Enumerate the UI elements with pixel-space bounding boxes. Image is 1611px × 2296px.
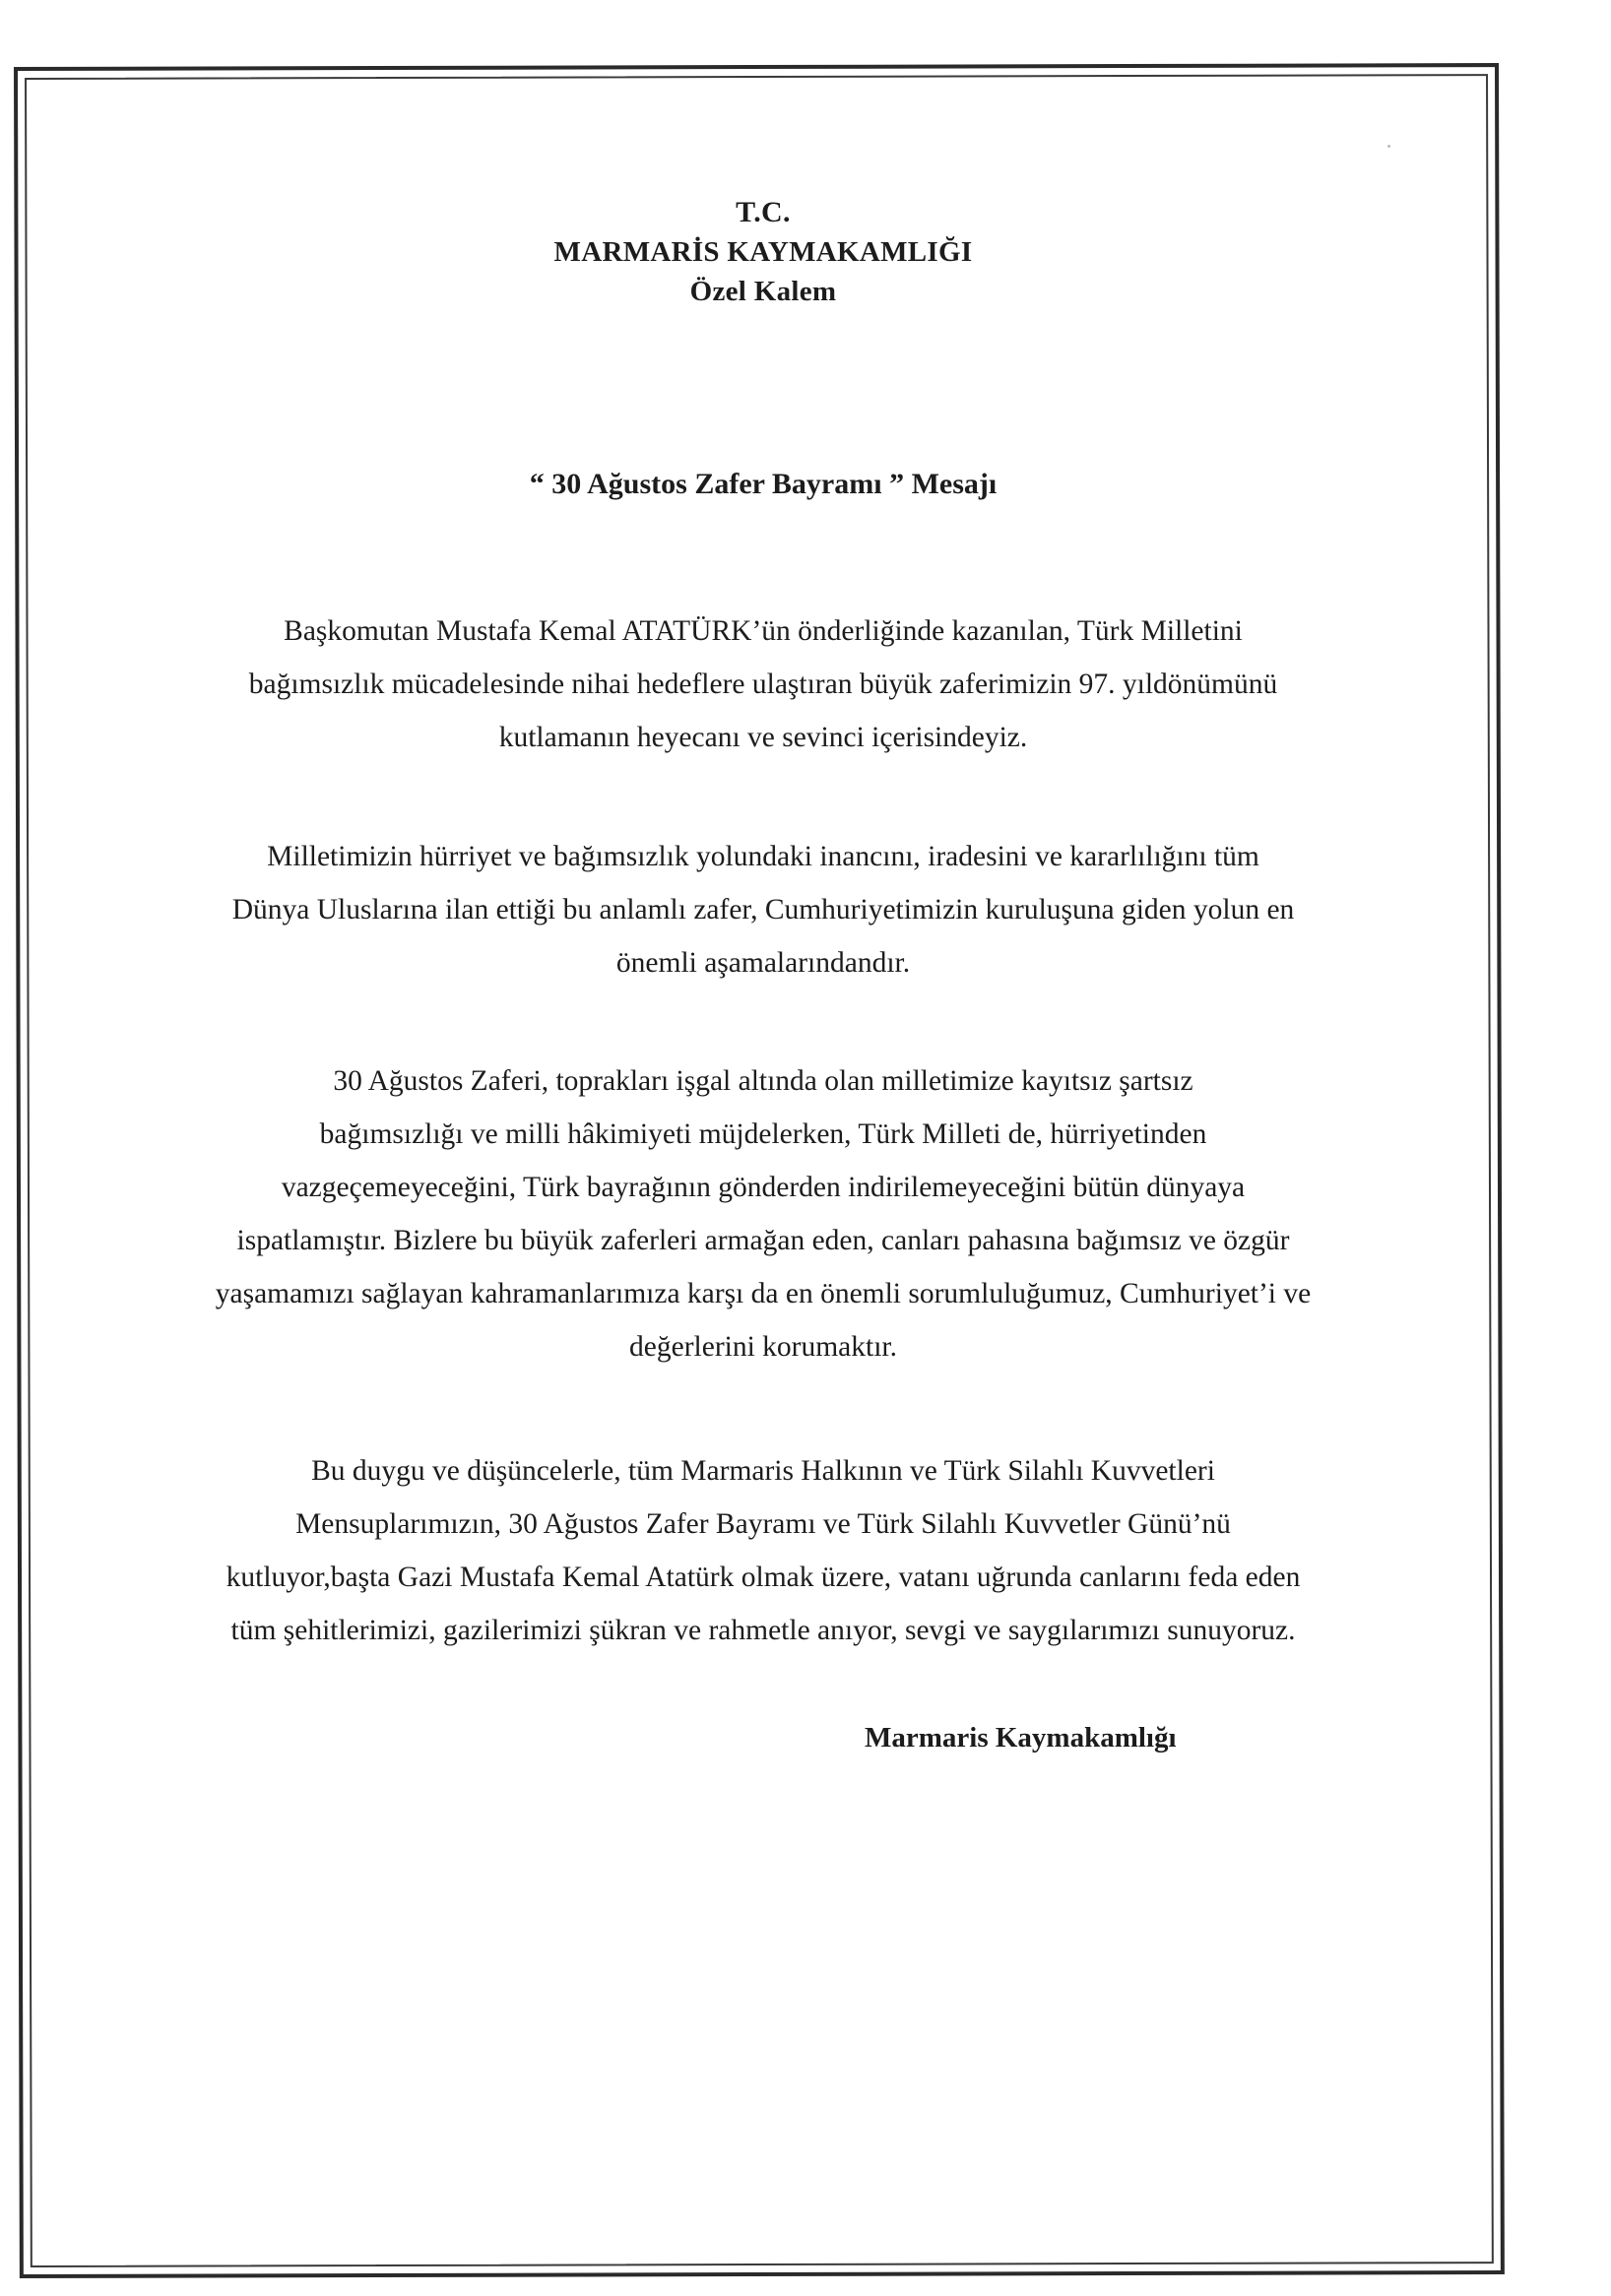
- paragraph-line: Bu duygu ve düşüncelerle, tüm Marmaris Halkının ve Türk Silahlı Kuvvetleri: [311, 1455, 1215, 1487]
- paragraph-line: tüm şehitlerimizi, gazilerimizi şükran ve rahmetle anıyor, sevgi ve saygılarımızı sunuyoruz.: [230, 1615, 1296, 1646]
- paragraph-line: ispatlamıştır. Bizlere bu büyük zaferleri armağan eden, canları pahasına bağımsız ve özgür: [236, 1225, 1290, 1256]
- paragraph-line: kutlamanın heyecanı ve sevinci içerisindeyiz.: [498, 722, 1028, 753]
- scan-speck: [1387, 145, 1390, 148]
- paragraph-4: [148, 1444, 1379, 1657]
- letterhead-department: Özel Kalem: [689, 276, 837, 307]
- paragraph-line: Dünya Uluslarına ilan ettiği bu anlamlı zafer, Cumhuriyetimizin kuruluşuna giden yolun en: [231, 894, 1295, 925]
- signature: Marmaris Kaymakamlığı: [865, 1722, 1177, 1754]
- paragraph-line: değerlerini korumaktır.: [629, 1331, 897, 1363]
- paragraph-line: bağımsızlığı ve milli hâkimiyeti müjdelerken, Türk Milleti de, hürriyetinden: [319, 1118, 1207, 1150]
- paragraph-line: Başkomutan Mustafa Kemal ATATÜRK’ün önderliğinde kazanılan, Türk Milletini: [284, 615, 1243, 647]
- paragraph-line: önemli aşamalarındandır.: [615, 947, 911, 979]
- paragraph-line: vazgeçemeyeceğini, Türk bayrağının gönderden indirilemeyeceğini bütün dünyaya: [281, 1172, 1246, 1203]
- letterhead-institution: MARMARİS KAYMAKAMLIĞI: [553, 236, 973, 268]
- paragraph-1: [148, 605, 1379, 764]
- paragraph-line: 30 Ağustos Zaferi, toprakları işgal altında olan milletimize kayıtsız şartsız: [333, 1065, 1193, 1097]
- letterhead-tc: T.C.: [736, 196, 791, 228]
- paragraph-3: [148, 1054, 1379, 1373]
- letterhead: [0, 193, 1526, 311]
- message-title: “ 30 Ağustos Zafer Bayramı ” Mesajı: [529, 468, 998, 500]
- paragraph-line: Mensuplarımızın, 30 Ağustos Zafer Bayramı ve Türk Silahlı Kuvvetler Günü’nü: [295, 1508, 1231, 1540]
- paragraph-line: bağımsızlık mücadelesinde nihai hedeflere ulaştıran büyük zaferimizin 97. yıldönümünü: [248, 669, 1278, 700]
- paragraph-line: yaşamamızı sağlayan kahramanlarımıza karşı da en önemli sorumluluğumuz, Cumhuriyet’i ve: [215, 1278, 1312, 1309]
- paragraph-2: [148, 830, 1379, 989]
- paragraph-line: Milletimizin hürriyet ve bağımsızlık yolundaki inancını, iradesini ve kararlılığını tüm: [267, 841, 1259, 872]
- paragraph-line: kutluyor,başta Gazi Mustafa Kemal Atatürk olmak üzere, vatanı uğrunda canlarını feda eden: [226, 1562, 1301, 1593]
